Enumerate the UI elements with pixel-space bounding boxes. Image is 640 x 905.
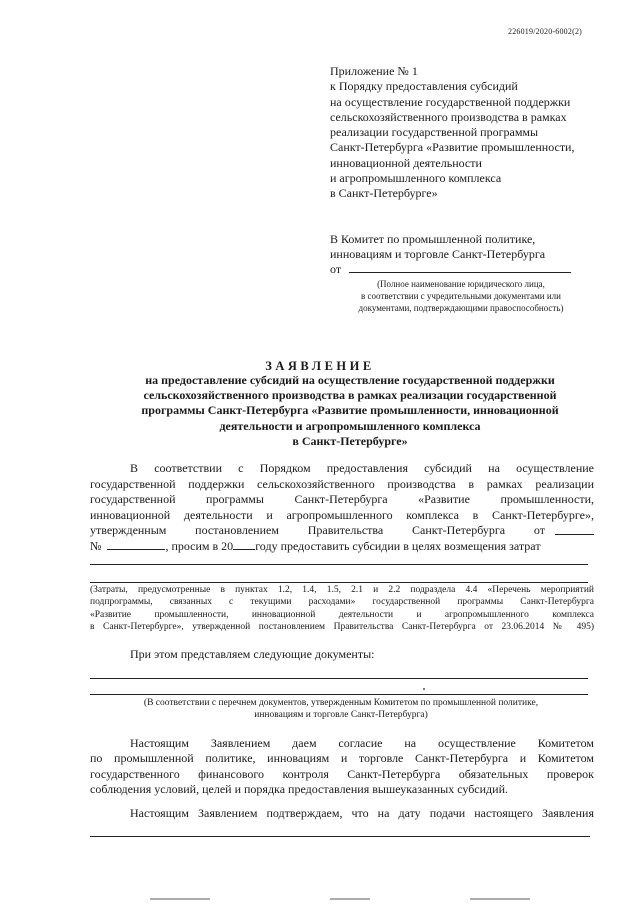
paragraph-line: по промышленной политике, инновациям и торговле Санкт-Петербурга и Комитетом bbox=[90, 751, 594, 766]
confirmation-paragraph bbox=[90, 806, 594, 821]
note-line: инновациям и торговле Санкт-Петербурга) bbox=[254, 710, 428, 720]
costs-fill-line[interactable] bbox=[90, 564, 588, 565]
paragraph-line: соблюдения условий, целей и порядка предоставления вышеуказанных субсидий. bbox=[90, 782, 509, 797]
paragraph-line-with-date bbox=[90, 523, 594, 539]
subtitle-line: сельскохозяйственного производства в рамках реализации государственной bbox=[143, 388, 557, 403]
documents-intro: При этом представляем следующие документы: bbox=[130, 647, 375, 661]
annex-line: инновационной деятельности bbox=[330, 155, 482, 170]
annex-line: Санкт-Петербурга «Развитие промышленности, bbox=[330, 140, 575, 155]
costs-note bbox=[90, 584, 594, 633]
document-subtitle bbox=[90, 373, 610, 449]
addressee-block bbox=[330, 232, 610, 277]
addressee-line: В Комитет по промышленной политике, bbox=[330, 232, 536, 246]
scan-smudge bbox=[150, 898, 210, 900]
annex-line: реализации государственной программы bbox=[330, 125, 539, 140]
document-title: ЗАЯВЛЕНИЕ bbox=[265, 359, 375, 373]
year-field[interactable] bbox=[233, 539, 255, 550]
resolution-number-field[interactable] bbox=[107, 539, 165, 550]
note-line: (Затраты, предусмотренные в пунктах 1.2, 1.4, 1.5, 2.1 и 2.2 подраздела 4.4 «Перечень мероприятий bbox=[90, 585, 594, 595]
scan-smudge bbox=[470, 898, 530, 900]
scan-speck bbox=[423, 688, 425, 690]
annex-block bbox=[330, 64, 610, 202]
from-row bbox=[330, 262, 610, 277]
note-line: (В соответствии с перечнем документов, утвержденным Комитетом по промышленной политике, bbox=[143, 698, 539, 708]
paragraph-line: государственного финансового контроля Санкт-Петербурга обязательных проверок bbox=[90, 766, 594, 781]
paragraph-line: государственной программы Санкт-Петербурга «Развитие промышленности, bbox=[90, 492, 594, 506]
paragraph-line: Настоящим Заявлением даем согласие на осуществление Комитетом bbox=[130, 736, 594, 750]
paragraph-line: В соответствии с Порядком предоставления субсидий на осуществление bbox=[130, 461, 594, 475]
request-paragraph bbox=[90, 461, 594, 554]
note-line: в соответствии с учредительными документами или bbox=[361, 291, 561, 301]
note-line: (Полное наименование юридического лица, bbox=[377, 279, 545, 289]
paragraph-line: инновационной деятельности и агропромышленного комплекса в Санкт-Петербурге», bbox=[90, 507, 594, 522]
annex-line: Приложение № 1 bbox=[330, 64, 418, 78]
applicant-name-field[interactable] bbox=[349, 262, 571, 273]
number-sign: № bbox=[90, 538, 102, 553]
paragraph-line: утвержденным постановлением Правительства Санкт-Петербурга от bbox=[90, 523, 545, 537]
subtitle-line: в Санкт-Петербурге» bbox=[292, 433, 408, 448]
note-line: документами, подтверждающими правоспособность) bbox=[358, 303, 564, 313]
paragraph-text: году предоставить субсидии в целях возмещения затрат bbox=[255, 538, 541, 553]
resolution-date-field[interactable] bbox=[555, 524, 594, 535]
consent-paragraph bbox=[90, 736, 594, 798]
from-label: от bbox=[330, 262, 342, 276]
costs-fill-line[interactable] bbox=[90, 582, 588, 583]
paragraph-line-with-number bbox=[90, 539, 594, 555]
scan-smudge bbox=[330, 898, 370, 900]
note-line: «Развитие промышленности, инновационной деятельности и агропромышленного комплекса bbox=[90, 609, 594, 620]
annex-line: и агропромышленного комплекса bbox=[330, 171, 502, 186]
documents-fill-line[interactable] bbox=[90, 678, 588, 679]
paragraph-text: , просим в 20 bbox=[165, 538, 234, 553]
annex-line: к Порядку предоставления субсидий bbox=[330, 79, 518, 94]
subtitle-line: деятельности и агропромышленного комплекса bbox=[219, 418, 481, 433]
paragraph-line: Настоящим Заявлением подтверждаем, что на дату подачи настоящего Заявления bbox=[130, 806, 594, 820]
confirmation-fill-line[interactable] bbox=[90, 836, 590, 837]
annex-line: сельскохозяйственного производства в рамках bbox=[330, 109, 567, 124]
paragraph-line: государственной поддержки сельскохозяйственного производства в рамках реализации bbox=[90, 476, 594, 491]
addressee-line: инновациям и торговле Санкт-Петербурга bbox=[330, 247, 546, 261]
applicant-name-note bbox=[330, 278, 592, 314]
note-line: подпрограммы, связанных с текущими расходами» государственной программы Санкт-Петербурга bbox=[90, 597, 594, 608]
note-line: в Санкт-Петербурге», утвержденной постановлением Правительства Санкт-Петербурга от 23.06.2014 № 495) bbox=[90, 621, 594, 632]
documents-note bbox=[96, 697, 586, 721]
documents-fill-line[interactable] bbox=[90, 694, 588, 695]
document-code: 226019/2020-6002(2) bbox=[508, 27, 583, 36]
annex-line: на осуществление государственной поддержки bbox=[330, 94, 571, 109]
subtitle-line: программы Санкт-Петербурга «Развитие промышленности, инновационной bbox=[141, 403, 559, 418]
annex-line: в Санкт-Петербурге» bbox=[330, 186, 438, 201]
subtitle-line: на предоставление субсидий на осуществление государственной поддержки bbox=[145, 373, 555, 387]
